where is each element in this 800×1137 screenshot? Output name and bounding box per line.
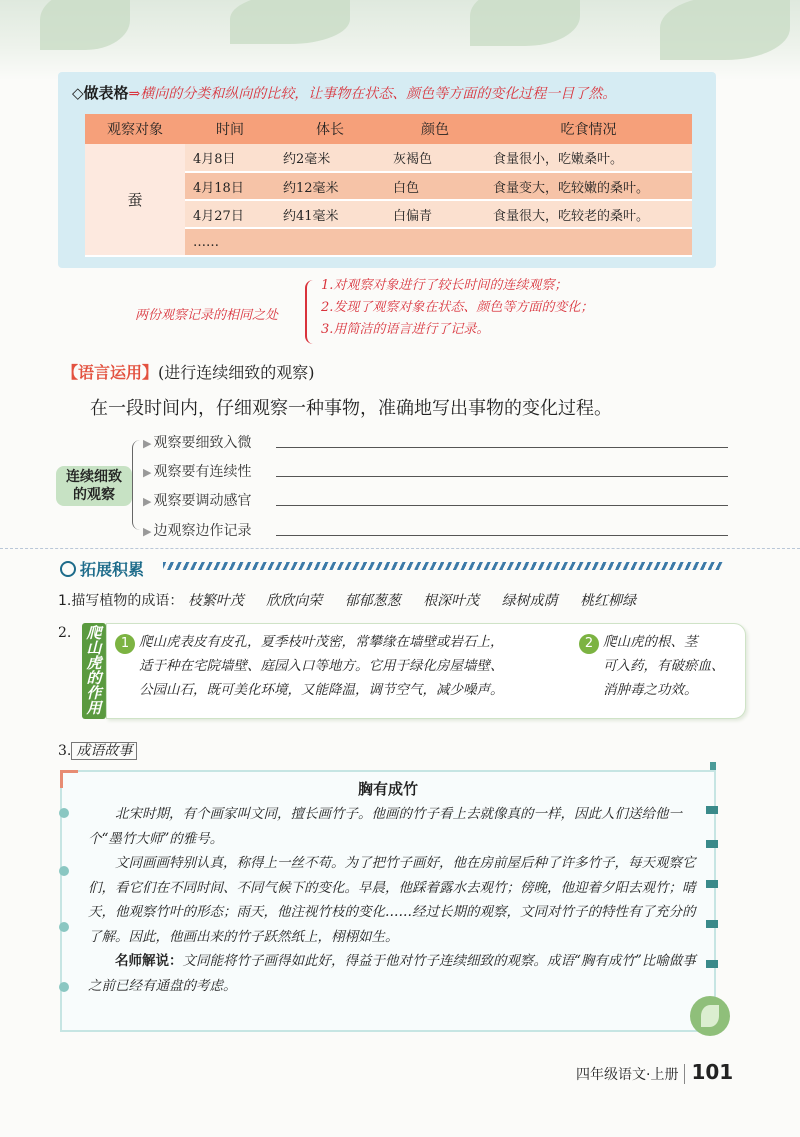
story-title: 胸有成竹 xyxy=(357,780,418,798)
observation-box-line: 的观察 xyxy=(73,487,115,503)
observation-point-text: 观察要细致入微 xyxy=(153,435,252,451)
leaf-icon xyxy=(690,996,730,1036)
binder-tab xyxy=(706,840,718,848)
column-header: 颜色 xyxy=(385,114,485,144)
color-cell: 灰褐色 xyxy=(385,144,485,172)
teacher-comment-label: 名师解说： xyxy=(115,953,183,969)
dot-icon xyxy=(59,866,69,876)
story-paragraph: 北宋时期，有个画家叫文同，擅长画竹子。他画的竹子看上去就像真的一样，因此人们送给他一个“墨竹大师”的雅号。 xyxy=(88,806,682,847)
food-cell xyxy=(485,228,692,256)
brace-icon xyxy=(305,280,317,344)
time-cell: 4月18日 xyxy=(185,172,275,200)
length-cell xyxy=(275,228,385,256)
observation-point xyxy=(143,461,251,481)
observation-point xyxy=(143,432,251,452)
writing-line[interactable] xyxy=(276,434,728,448)
observation-point xyxy=(143,490,251,510)
observation-box-line: 连续细致 xyxy=(66,469,122,485)
dot-icon xyxy=(59,982,69,992)
observation-box xyxy=(56,466,132,506)
column-header: 体长 xyxy=(275,114,385,144)
time-cell: 4月8日 xyxy=(185,144,275,172)
subject-cell: 蚕 xyxy=(85,144,185,256)
observation-point-text: 观察要调动感官 xyxy=(153,493,252,509)
binder-tab xyxy=(706,920,718,928)
idiom-list xyxy=(58,590,654,610)
observation-point xyxy=(143,520,251,540)
item-number: 2. xyxy=(58,625,72,641)
leaf-icon xyxy=(40,0,130,50)
creeper-text-1 xyxy=(139,630,569,702)
summary-label: 两份观察记录的相同之处 xyxy=(135,308,279,323)
writing-line[interactable] xyxy=(276,522,728,536)
food-cell: 食量很大，吃较老的桑叶。 xyxy=(485,200,692,228)
idiom: 枝繁叶茂 xyxy=(187,593,244,609)
idiom: 桃红柳绿 xyxy=(580,593,637,609)
item-3-heading xyxy=(58,740,137,760)
color-cell xyxy=(385,228,485,256)
food-cell: 食量很小，吃嫩桑叶。 xyxy=(485,144,692,172)
leaf-icon xyxy=(230,0,350,44)
column-header: 吃食情况 xyxy=(485,114,692,144)
creeper-text-2 xyxy=(603,630,743,702)
table-heading xyxy=(72,82,616,103)
summary-item: 1.对观察对象进行了较长时间的连续观察； xyxy=(321,278,568,293)
extension-heading xyxy=(60,557,144,580)
idiom-story-label: 成语故事 xyxy=(71,742,137,760)
writing-line[interactable] xyxy=(276,463,728,477)
item-number: 3. xyxy=(58,743,72,759)
page-number: 101 xyxy=(691,1060,734,1084)
binder-tab xyxy=(706,880,718,888)
section-divider xyxy=(0,548,800,549)
color-cell: 白偏青 xyxy=(385,200,485,228)
page-footer xyxy=(576,1060,733,1084)
table-heading-note: 横向的分类和纵向的比较，让事物在状态、颜色等方面的变化过程一目了然。 xyxy=(140,86,617,102)
color-cell: 白色 xyxy=(385,172,485,200)
length-cell: 约41毫米 xyxy=(275,200,385,228)
summary-list xyxy=(321,276,593,342)
arrow-right-icon: ▶ xyxy=(143,525,152,538)
idiom: 根深叶茂 xyxy=(423,593,480,609)
text-line: 爬山虎表皮有皮孔，夏季枝叶茂密，常攀缘在墙壁或岩石上， xyxy=(139,634,504,650)
leaf-background xyxy=(0,0,800,80)
arrow-right-icon: ▶ xyxy=(143,495,152,508)
creeper-tag: 爬山虎的作用 xyxy=(82,623,106,719)
table-heading-title: ◇做表格 xyxy=(72,84,129,102)
length-cell: 约12毫米 xyxy=(275,172,385,200)
writing-line[interactable] xyxy=(276,492,728,506)
leaf-icon xyxy=(660,0,790,60)
extension-icon xyxy=(60,561,76,577)
idiom-list-label: 1.描写植物的成语： xyxy=(58,593,184,609)
observation-point-text: 观察要有连续性 xyxy=(153,464,252,480)
text-line: 消肿毒之功效。 xyxy=(603,682,698,698)
binder-tab xyxy=(706,960,718,968)
table-card xyxy=(58,72,716,268)
number-badge: 2 xyxy=(579,634,599,654)
time-cell: …… xyxy=(185,228,275,256)
text-line: 爬山虎的根、茎 xyxy=(603,634,698,650)
brace-icon xyxy=(132,440,142,530)
language-use-body: 在一段时间内，仔细观察一种事物，准确地写出事物的变化过程。 xyxy=(90,398,612,419)
book-title: 四年级语文·上册 xyxy=(576,1067,679,1083)
dot-icon xyxy=(59,922,69,932)
observation-table xyxy=(85,114,692,257)
text-line: 公园山石，既可美化环境，又能降温，调节空气，减少噪声。 xyxy=(139,682,504,698)
creeper-card xyxy=(106,623,746,719)
story-body xyxy=(88,802,700,998)
number-badge: 1 xyxy=(115,634,135,654)
idiom: 欣欣向荣 xyxy=(266,593,323,609)
column-header: 观察对象 xyxy=(85,114,185,144)
binder-tab xyxy=(706,806,718,814)
teacher-comment xyxy=(88,949,700,998)
teacher-comment-text: 文同能将竹子画得如此好，得益于他对竹子连续细致的观察。成语“胸有成竹”比喻做事之前已经有通盘的考虑。 xyxy=(88,953,696,994)
length-cell: 约2毫米 xyxy=(275,144,385,172)
summary-item: 3.用简洁的语言进行了记录。 xyxy=(321,322,490,337)
arrow-icon: ⇒ xyxy=(128,86,141,102)
text-line: 适于种在宅院墙壁、庭园入口等地方。它用于绿化房屋墙壁、 xyxy=(139,658,504,674)
observation-point-text: 边观察边作记录 xyxy=(153,523,252,539)
language-use-heading: 【语言运用】(进行连续细致的观察) xyxy=(62,363,315,382)
time-cell: 4月27日 xyxy=(185,200,275,228)
food-cell: 食量变大，吃较嫩的桑叶。 xyxy=(485,172,692,200)
leaf-icon xyxy=(470,0,580,46)
text-line: 可入药，有破瘀血、 xyxy=(603,658,725,674)
story-paragraph: 文同画画特别认真，称得上一丝不苟。为了把竹子画好，他在房前屋后种了许多竹子，每天观察它们，看它们在不同时间、不同气候下的变化。早晨，他踩着露水去观竹；傍晚，他迎着夕阳去观竹；晴天，他观察竹叶的形态；雨天，他注视竹枝的变化……经过长期的观察，文同对竹子的特性有了充分的了解。因此，他画出来的竹子跃然纸上，栩栩如生。 xyxy=(88,855,696,945)
arrow-right-icon: ▶ xyxy=(143,437,152,450)
language-use-tag: 语言运用 xyxy=(78,363,143,382)
column-header: 时间 xyxy=(185,114,275,144)
dot-icon xyxy=(59,808,69,818)
idiom: 郁郁葱葱 xyxy=(344,593,401,609)
table-row xyxy=(85,144,692,172)
arrow-right-icon: ▶ xyxy=(143,466,152,479)
story-card xyxy=(60,770,716,1032)
table-header-row xyxy=(85,114,692,144)
hatch-divider xyxy=(163,562,723,570)
idiom: 绿树成荫 xyxy=(501,593,558,609)
language-use-subtitle: (进行连续细致的观察) xyxy=(158,363,315,382)
summary-item: 2.发现了观察对象在状态、颜色等方面的变化； xyxy=(321,300,594,315)
extension-title: 拓展积累 xyxy=(80,560,145,579)
